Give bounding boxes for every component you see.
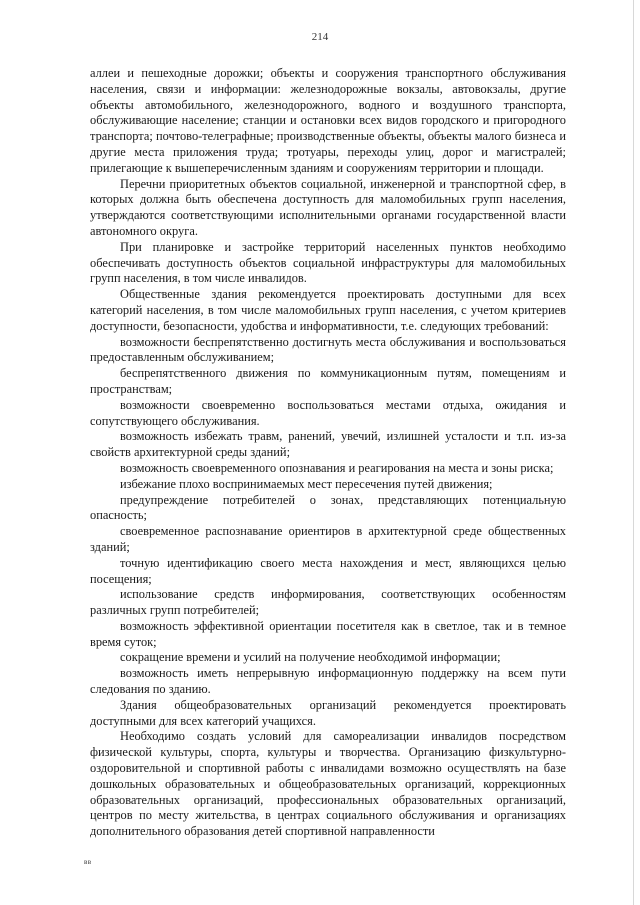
paragraph-continuation: аллеи и пешеходные дорожки; объекты и сооружения транспортного обслуживания населения, связи и информации: железнодорожные вокзалы, автовокзалы, другие объекты автомобильного, железнодорожного, водного и воздушного транспорта, обслуживающие население; станции и остановки всех видов городского и пригородного транспорта; почтово-телеграфные; производственные объекты, объекты малого бизнеса и другие места приложения труда; тротуары, переходы улиц, дорог и магистралей; прилегающие к вышеперечисленным зданиям и сооружениям территории и площади. [90, 66, 566, 175]
paragraph-self-realization: Необходимо создать условий для самореализации инвалидов посредством физической культуры, спорта, культуры и творчества. Организацию физкультурно-оздоровительной и спортивной работы с инвалидами возможно осуществлять на базе дошкольных образовательных и общеобразовательных организаций, коррекционных образовательных организаций, профессиональных образовательных организаций, центров по месту жительства, в центрах социального обслуживания и организациях дополнительного образования детей спортивной направленности [90, 729, 566, 839]
requirement-item: возможность своевременного опознавания и реагирования на места и зоны риска; [120, 460, 554, 475]
paragraph-planning: При планировке и застройке территорий населенных пунктов необходимо обеспечивать доступность объектов социальной инфраструктуры для маломобильных групп населения, в том числе инвалидов. [90, 239, 566, 286]
page-number: 214 [311, 31, 329, 43]
requirement-item: использование средств информирования, соответствующих особенностям различных групп потребителей; [90, 587, 566, 618]
requirement-item: предупреждение потребителей о зонах, представляющих потенциальную опасность; [90, 492, 566, 523]
requirement-item: беспрепятственного движения по коммуникационным путям, помещениям и пространствам; [90, 366, 566, 396]
requirement-item: возможность избежать травм, ранений, увечий, излишней усталости и т.п. из-за свойств архитектурной среды зданий; [90, 429, 566, 460]
footer-mark: вв [84, 858, 92, 866]
requirement-item: сокращение времени и усилий на получение необходимой информации; [120, 650, 501, 665]
requirement-item: возможность эффективной ориентации посетителя как в светлое, так и в темное время суток; [90, 618, 566, 649]
scan-edge-line [633, 0, 634, 905]
requirement-item: возможности своевременно воспользоваться местами отдыха, ожидания и сопутствующего обслуживания. [90, 397, 566, 428]
requirement-item: своевременное распознавание ориентиров в архитектурной среде общественных зданий; [90, 524, 566, 554]
requirement-item: возможность иметь непрерывную информационную поддержку на всем пути следования по зданию. [90, 666, 566, 697]
requirement-item: точную идентификацию своего места нахождения и мест, являющихся целью посещения; [90, 555, 566, 586]
paragraph-priority-objects: Перечни приоритетных объектов социальной, инженерной и транспортной сфер, в которых должна быть обеспечена доступность для маломобильных групп населения, утверждаются соответствующими исполнительными органами государственной власти автономного округа. [90, 176, 566, 238]
requirement-item: возможности беспрепятственно достигнуть места обслуживания и воспользоваться предоставленным обслуживанием; [90, 334, 566, 365]
requirement-item: избежание плохо воспринимаемых мест пересечения путей движения; [120, 476, 493, 491]
paragraph-schools: Здания общеобразовательных организаций рекомендуется проектировать доступными для всех категорий учащихся. [90, 697, 566, 728]
document-body [90, 66, 566, 840]
paragraph-public-buildings: Общественные здания рекомендуется проектировать доступными для всех категорий населения, в том числе маломобильных групп населения, с учетом критериев доступности, безопасности, удобства и информативности, т.е. следующих требований: [90, 287, 566, 333]
